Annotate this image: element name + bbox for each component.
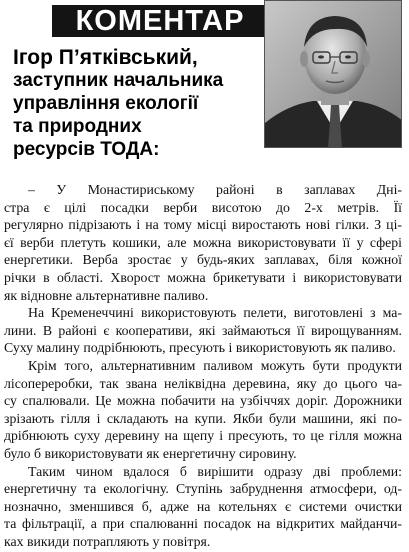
text-line: дрібнюють суху деревину на щепу і пресують, то це гілля можна	[4, 428, 402, 444]
article-paragraph	[4, 357, 402, 463]
text-line: нозначно, зменшився б, адже на котельнях є системи очистки	[4, 498, 402, 514]
text-line: енергетики. Верба зростає у будь-яких заплавах, біля кожної	[4, 252, 402, 268]
text-line: Крім того, альтернативним паливом можуть бути продукти	[28, 357, 402, 373]
text-line: Суху малину подрібнюють, пресують і використовують як паливо.	[4, 340, 396, 356]
text-line: як відновне альтернативне паливо.	[4, 287, 209, 303]
text-line: було б використовувати як енергетичну сировину.	[4, 445, 297, 461]
author-title-line: ресурсів ТОДА:	[13, 139, 160, 160]
text-line: – У Монастириському районі в заплавах Дні-	[28, 182, 402, 197]
article-body	[4, 181, 402, 550]
text-line: лини. В районі є кооперативи, які займаються її вирощуванням.	[4, 322, 402, 338]
author-photo	[264, 0, 402, 148]
author-title-line: та природних	[13, 116, 142, 137]
text-line: річки в області. Хворост можна брикетувати і використовувати	[4, 269, 402, 285]
author-name: Ігор П’ятківський,	[13, 46, 198, 69]
text-line: ках викиди потрапляють у повітря.	[4, 533, 211, 549]
text-line: Таким чином вдалося б вирішити одразу дві проблеми:	[28, 463, 402, 479]
text-line: єї верби плетуть кошики, але можна використовувати її у сфері	[4, 234, 402, 250]
text-line: стра є цілі посадки верби висотою до 2-х метрів. Її	[4, 199, 402, 215]
text-line: енергетичну та екологічну. Ступінь забруднення атмосфери, од-	[4, 481, 402, 497]
text-line: регулярно підрізають і на тому місці виростають нові гілки. З ці-	[4, 217, 402, 233]
text-line: зрізають гілля і складають на купи. Якби були машини, які по-	[4, 410, 402, 426]
text-line: На Кременеччині використовують пелети, виготовлені з ма-	[28, 305, 402, 321]
text-line: лісопереробки, так звана неліквідна деревина, яку до цього ча-	[4, 375, 402, 391]
section-banner: КОМЕНТАР	[52, 5, 268, 37]
author-title-line: управління екології	[13, 93, 199, 114]
article-paragraph	[4, 181, 402, 304]
author-title-line: заступник начальника	[13, 70, 224, 91]
text-line: та фільтрації, а при спалюванні посадок на відкритих майданчи-	[4, 516, 402, 532]
author-block	[13, 46, 258, 161]
article-paragraph	[4, 304, 402, 357]
article-paragraph	[4, 463, 402, 551]
text-line: су спалювали. Це можна побачити на узбіччях доріг. Дорожники	[4, 393, 402, 409]
